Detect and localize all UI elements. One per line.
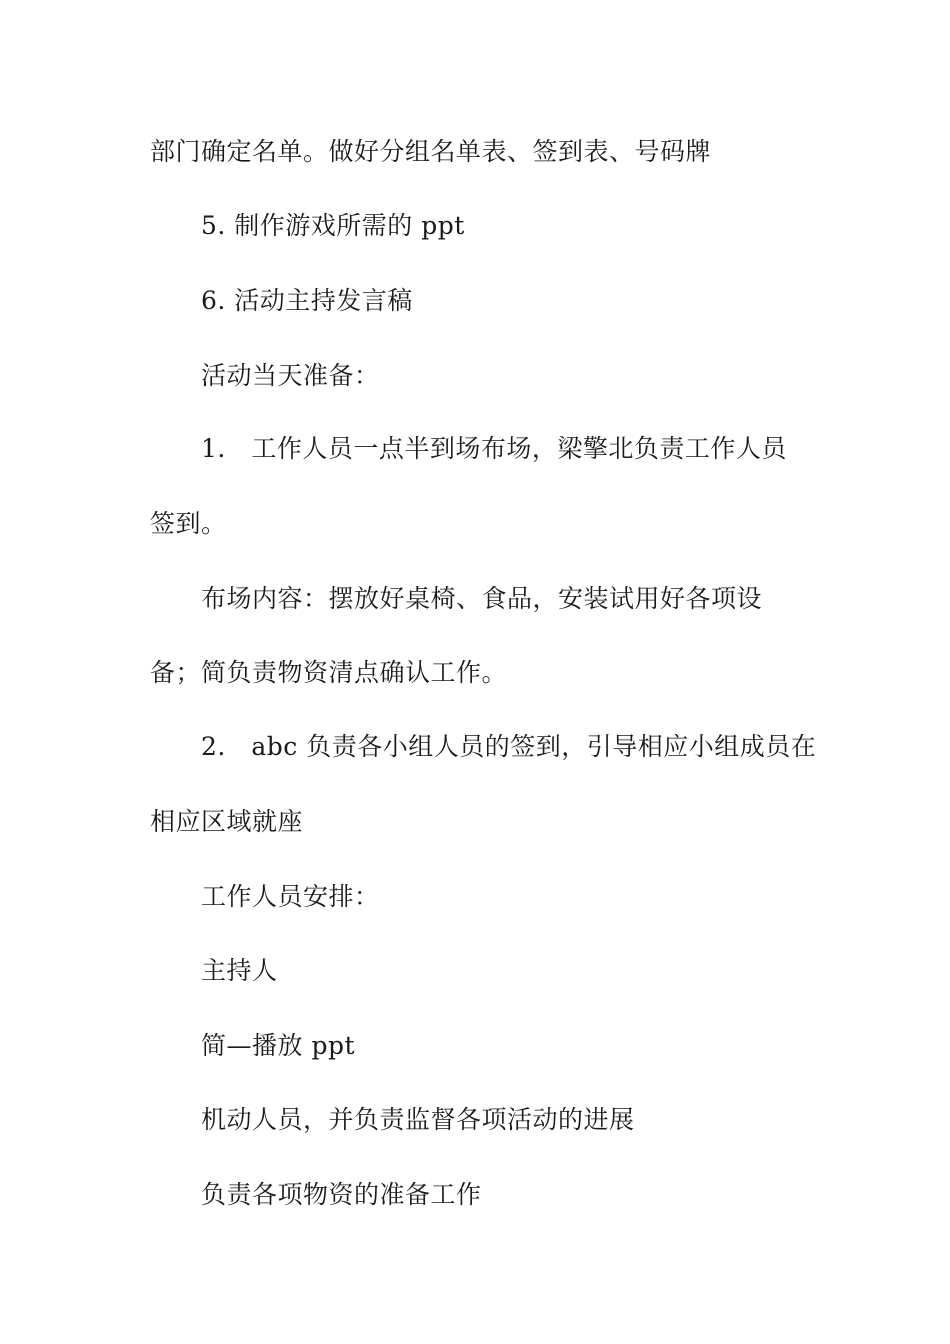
paragraph-line: 1. 工作人员一点半到场布场，梁擎北负责工作人员 xyxy=(201,434,787,463)
paragraph-line: 签到。 xyxy=(150,509,227,538)
paragraph-line: 2. abc 负责各小组人员的签到，引导相应小组成员在 xyxy=(201,732,817,761)
paragraph-line: 布场内容：摆放好桌椅、食品，安装试用好各项设 xyxy=(201,584,763,613)
paragraph-line: 活动当天准备： xyxy=(201,361,380,390)
paragraph-line: 主持人 xyxy=(201,956,278,985)
paragraph-line: 备；简负责物资清点确认工作。 xyxy=(150,658,508,687)
paragraph-line: 部门确定名单。做好分组名单表、签到表、号码牌 xyxy=(150,137,712,166)
paragraph-line: 6. 活动主持发言稿 xyxy=(201,286,413,315)
paragraph-line: 机动人员，并负责监督各项活动的进展 xyxy=(201,1105,635,1134)
paragraph-line: 相应区域就座 xyxy=(150,807,304,836)
paragraph-line: 工作人员安排： xyxy=(201,882,380,911)
paragraph-line: 简—播放 ppt xyxy=(201,1031,356,1060)
paragraph-line: 负责各项物资的准备工作 xyxy=(201,1180,482,1209)
paragraph-line: 5. 制作游戏所需的 ppt xyxy=(201,211,465,240)
